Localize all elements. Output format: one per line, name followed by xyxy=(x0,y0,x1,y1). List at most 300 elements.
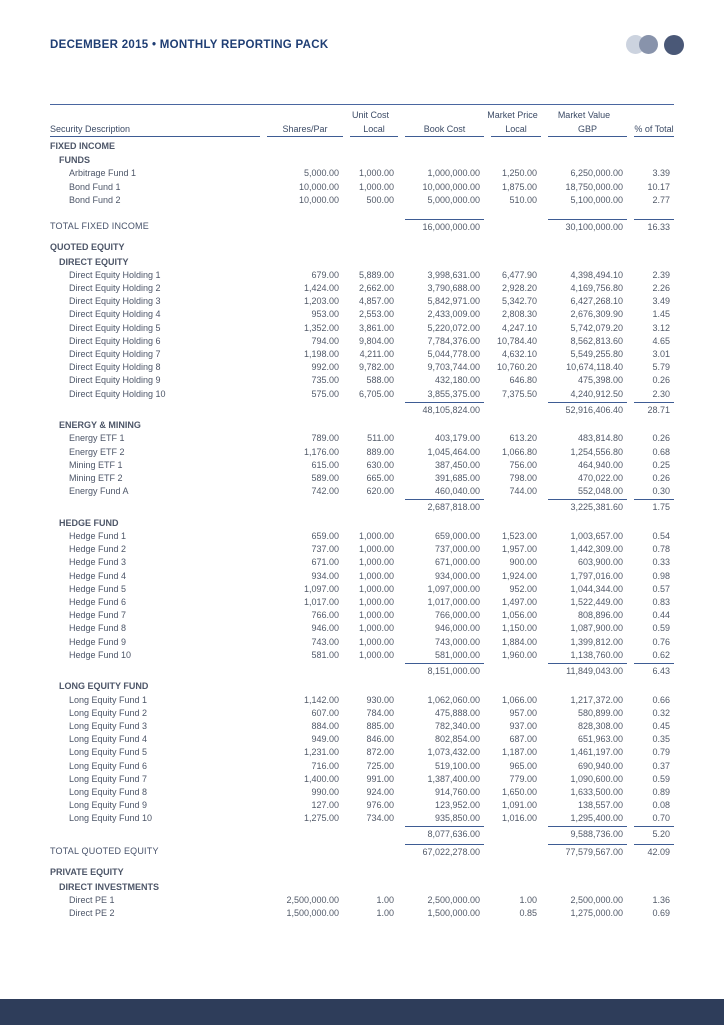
cell-book-cost: 743,000.00 xyxy=(434,636,480,647)
cell-market-price: 2,928.20 xyxy=(501,283,537,293)
cell-pct-of-total: 0.69 xyxy=(652,908,670,918)
col-header-gbp: GBP xyxy=(548,122,627,137)
cell-unit-cost: 588.00 xyxy=(366,375,394,386)
section-title: FIXED INCOME xyxy=(50,141,116,151)
table-row xyxy=(50,432,674,445)
cell-pct-of-total: 0.79 xyxy=(652,747,670,758)
cell-book-cost: 3,998,631.00 xyxy=(427,269,480,280)
cell-pct-of-total: 3.12 xyxy=(652,322,670,333)
total-label xyxy=(50,499,260,516)
cell-market-value: 475,398.00 xyxy=(577,375,623,386)
cell-unit-cost: 1,000.00 xyxy=(358,649,394,660)
cell-market-value: 4,240,912.50 xyxy=(570,388,623,399)
cell-pct-of-total: 0.59 xyxy=(652,773,670,784)
cell-pct-of-total: 0.26 xyxy=(652,472,670,483)
cell-shares-par: 1,198.00 xyxy=(303,348,339,359)
cell-market-price: 0.85 xyxy=(519,908,537,918)
group-subtotal-pct-of-total: 5.20 xyxy=(634,826,674,843)
cell-shares-par: 10,000.00 xyxy=(298,194,339,205)
cell-market-value: 1,003,657.00 xyxy=(570,531,623,541)
table-row xyxy=(50,570,674,583)
section-header xyxy=(50,140,674,153)
security-description: Hedge Fund 7 xyxy=(69,610,127,621)
cell-pct-of-total: 4.65 xyxy=(652,335,670,346)
cell-unit-cost: 976.00 xyxy=(366,800,394,811)
col-header-market-price-local: Local xyxy=(491,122,541,137)
cell-market-price: 1,875.00 xyxy=(501,181,537,192)
cell-market-price: 744.00 xyxy=(509,486,537,497)
cell-market-price: 965.00 xyxy=(509,760,537,771)
cell-pct-of-total: 0.66 xyxy=(652,694,670,705)
cell-market-price: 900.00 xyxy=(509,557,537,568)
cell-market-value: 5,742,079.20 xyxy=(570,322,623,333)
cell-shares-par: 679.00 xyxy=(311,269,339,280)
cell-book-cost: 946,000.00 xyxy=(434,623,480,634)
group-title: FUNDS xyxy=(59,155,90,166)
cell-book-cost: 387,450.00 xyxy=(434,459,480,470)
section-total-market-value: 77,579,567.00 xyxy=(548,844,627,861)
cell-pct-of-total: 0.35 xyxy=(652,734,670,745)
cell-unit-cost: 1,000.00 xyxy=(358,531,394,541)
cell-empty xyxy=(260,844,343,861)
cell-market-price: 4,247.10 xyxy=(501,322,537,333)
cell-market-value: 1,217,372.00 xyxy=(570,694,623,705)
cell-market-value: 4,398,494.10 xyxy=(570,269,623,280)
cell-market-value: 1,090,600.00 xyxy=(570,773,623,784)
security-description: Long Equity Fund 6 xyxy=(69,760,148,771)
cell-pct-of-total: 0.76 xyxy=(652,636,670,647)
group-subtotal xyxy=(50,402,674,418)
cell-book-cost: 1,500,000.00 xyxy=(427,908,480,918)
cell-pct-of-total: 0.68 xyxy=(652,446,670,457)
table-row xyxy=(50,335,674,348)
total-label xyxy=(50,663,260,680)
group-subtotal-pct-of-total: 6.43 xyxy=(634,663,674,680)
group-header xyxy=(50,517,674,530)
cell-market-price: 10,760.20 xyxy=(496,362,537,373)
security-description: Hedge Fund 3 xyxy=(69,557,127,568)
cell-market-value: 1,797,016.00 xyxy=(570,570,623,581)
group-header xyxy=(50,680,674,693)
cell-market-value: 1,138,760.00 xyxy=(570,649,623,660)
cell-market-price: 1.00 xyxy=(519,894,537,905)
table-row xyxy=(50,622,674,635)
cell-market-value: 5,549,255.80 xyxy=(570,348,623,359)
table-row xyxy=(50,374,674,387)
cell-pct-of-total: 2.26 xyxy=(652,283,670,293)
cell-shares-par: 1,142.00 xyxy=(303,694,339,705)
security-description: Direct Equity Holding 3 xyxy=(69,296,161,307)
cell-market-price: 1,523.00 xyxy=(501,531,537,541)
security-description: Direct Equity Holding 5 xyxy=(69,322,161,333)
cell-shares-par: 581.00 xyxy=(311,649,339,660)
cell-market-value: 1,522,449.00 xyxy=(570,596,623,607)
cell-market-price: 1,250.00 xyxy=(501,168,537,179)
cell-market-price: 1,091.00 xyxy=(501,800,537,811)
cell-book-cost: 123,952.00 xyxy=(434,800,480,811)
group-header xyxy=(50,256,674,269)
cell-shares-par: 1,097.00 xyxy=(303,583,339,594)
cell-book-cost: 391,685.00 xyxy=(434,472,480,483)
security-description: Long Equity Fund 9 xyxy=(69,800,148,811)
cell-market-price: 957.00 xyxy=(509,707,537,718)
cell-shares-par: 10,000.00 xyxy=(298,181,339,192)
cell-shares-par: 1,017.00 xyxy=(303,596,339,607)
cell-shares-par: 949.00 xyxy=(311,734,339,745)
security-description: Energy ETF 2 xyxy=(69,446,125,457)
security-description: Direct Equity Holding 7 xyxy=(69,348,161,359)
cell-market-value: 1,442,309.00 xyxy=(570,544,623,555)
table-row xyxy=(50,459,674,472)
cell-unit-cost: 1,000.00 xyxy=(358,636,394,647)
table-row xyxy=(50,583,674,596)
cell-empty xyxy=(343,219,398,236)
cell-shares-par: 1,231.00 xyxy=(303,747,339,758)
total-label xyxy=(50,402,260,419)
table-row xyxy=(50,167,674,180)
cell-pct-of-total: 0.83 xyxy=(652,596,670,607)
cell-empty xyxy=(260,499,343,516)
cell-book-cost: 581,000.00 xyxy=(434,649,480,660)
cell-market-price: 646.80 xyxy=(509,375,537,386)
cell-empty xyxy=(343,402,398,419)
cell-book-cost: 403,179.00 xyxy=(434,433,480,444)
table-row xyxy=(50,894,674,907)
cell-book-cost: 1,017,000.00 xyxy=(427,596,480,607)
cell-market-value: 552,048.00 xyxy=(577,486,623,497)
cell-market-value: 690,940.00 xyxy=(577,760,623,771)
cell-book-cost: 2,500,000.00 xyxy=(427,894,480,905)
cell-shares-par: 934.00 xyxy=(311,570,339,581)
cell-pct-of-total: 0.89 xyxy=(652,786,670,797)
cell-pct-of-total: 0.45 xyxy=(652,720,670,731)
cell-book-cost: 5,842,971.00 xyxy=(427,296,480,307)
page-title: DECEMBER 2015 • MONTHLY REPORTING PACK xyxy=(50,39,329,51)
cell-market-value: 8,562,813.60 xyxy=(570,335,623,346)
security-description: Direct Equity Holding 2 xyxy=(69,283,161,293)
cell-pct-of-total: 3.01 xyxy=(652,348,670,359)
cell-market-price: 510.00 xyxy=(509,194,537,205)
cell-shares-par: 659.00 xyxy=(311,531,339,541)
security-description: Direct Equity Holding 4 xyxy=(69,309,161,320)
security-description: Direct PE 1 xyxy=(69,894,115,905)
cell-shares-par: 735.00 xyxy=(311,375,339,386)
cell-market-price: 687.00 xyxy=(509,734,537,745)
cell-market-value: 1,044,344.00 xyxy=(570,583,623,594)
group-subtotal xyxy=(50,499,674,515)
cell-unit-cost: 872.00 xyxy=(366,747,394,758)
col-header-book-cost: Book Cost xyxy=(405,122,484,137)
cell-unit-cost: 4,211.00 xyxy=(359,348,394,359)
col-header-market-value: Market Value xyxy=(557,110,611,120)
cell-market-price: 2,808.30 xyxy=(501,309,537,320)
cell-market-value: 1,295,400.00 xyxy=(570,813,623,824)
cell-shares-par: 607.00 xyxy=(311,707,339,718)
cell-market-value: 580,899.00 xyxy=(577,707,623,718)
table-row xyxy=(50,649,674,662)
cell-unit-cost: 6,705.00 xyxy=(358,388,394,399)
logo-dot-dark-icon xyxy=(664,35,684,55)
security-description: Hedge Fund 10 xyxy=(69,649,132,660)
cell-unit-cost: 1,000.00 xyxy=(358,168,394,179)
cell-market-price: 1,056.00 xyxy=(501,610,537,621)
cell-unit-cost: 9,782.00 xyxy=(358,362,394,373)
cell-shares-par: 990.00 xyxy=(311,786,339,797)
cell-unit-cost: 3,861.00 xyxy=(358,322,394,333)
cell-pct-of-total: 0.98 xyxy=(652,570,670,581)
cell-shares-par: 884.00 xyxy=(311,720,339,731)
cell-market-price: 1,960.00 xyxy=(501,649,537,660)
security-description: Direct PE 2 xyxy=(69,908,115,918)
table-row xyxy=(50,446,674,459)
cell-unit-cost: 1,000.00 xyxy=(358,623,394,634)
cell-shares-par: 743.00 xyxy=(311,636,339,647)
cell-unit-cost: 620.00 xyxy=(366,486,394,497)
cell-unit-cost: 2,553.00 xyxy=(358,309,394,320)
cell-market-value: 1,275,000.00 xyxy=(570,908,623,918)
holdings-table xyxy=(50,104,674,920)
group-subtotal-book-cost: 8,151,000.00 xyxy=(405,663,484,680)
cell-market-price: 5,342.70 xyxy=(501,296,537,307)
table-row xyxy=(50,707,674,720)
group-title: ENERGY & MINING xyxy=(59,420,141,431)
cell-book-cost: 5,220,072.00 xyxy=(427,322,480,333)
cell-book-cost: 1,097,000.00 xyxy=(427,583,480,594)
security-description: Hedge Fund 2 xyxy=(69,544,127,555)
section-title: PRIVATE EQUITY xyxy=(50,867,124,878)
cell-pct-of-total: 0.70 xyxy=(652,813,670,824)
col-header-security-description: Security Description xyxy=(50,122,260,137)
cell-market-price: 779.00 xyxy=(509,773,537,784)
cell-unit-cost: 991.00 xyxy=(366,773,394,784)
cell-market-value: 1,633,500.00 xyxy=(570,786,623,797)
cell-book-cost: 2,433,009.00 xyxy=(427,309,480,320)
cell-market-price: 613.20 xyxy=(509,433,537,444)
cell-pct-of-total: 0.37 xyxy=(652,760,670,771)
table-row xyxy=(50,348,674,361)
cell-unit-cost: 1,000.00 xyxy=(358,570,394,581)
cell-market-value: 1,087,900.00 xyxy=(570,623,623,634)
security-description: Long Equity Fund 4 xyxy=(69,734,148,745)
cell-pct-of-total: 0.33 xyxy=(652,557,670,568)
cell-pct-of-total: 0.08 xyxy=(652,800,670,811)
cell-market-value: 603,900.00 xyxy=(577,557,623,568)
cell-market-value: 470,022.00 xyxy=(577,472,623,483)
section-total xyxy=(50,219,674,235)
table-row xyxy=(50,485,674,498)
group-header xyxy=(50,154,674,167)
cell-market-price: 952.00 xyxy=(509,583,537,594)
table-row xyxy=(50,760,674,773)
cell-empty xyxy=(343,499,398,516)
group-subtotal-market-value: 3,225,381.60 xyxy=(548,499,627,516)
cell-unit-cost: 734.00 xyxy=(366,813,394,824)
cell-shares-par: 615.00 xyxy=(311,459,339,470)
cell-book-cost: 934,000.00 xyxy=(434,570,480,581)
group-subtotal-pct-of-total: 28.71 xyxy=(634,402,674,419)
cell-market-price: 1,016.00 xyxy=(501,813,537,824)
table-row xyxy=(50,799,674,812)
cell-book-cost: 3,790,688.00 xyxy=(427,283,480,293)
table-row xyxy=(50,556,674,569)
section-total xyxy=(50,844,674,860)
table-row xyxy=(50,636,674,649)
cell-pct-of-total: 0.62 xyxy=(652,649,670,660)
cell-market-price: 1,884.00 xyxy=(501,636,537,647)
cell-unit-cost: 5,889.00 xyxy=(358,269,394,280)
total-label: TOTAL QUOTED EQUITY xyxy=(50,845,159,856)
col-header-unit-cost: Unit Cost xyxy=(351,110,389,120)
cell-market-value: 808,896.00 xyxy=(577,610,623,621)
cell-empty xyxy=(484,826,541,843)
cell-shares-par: 1,203.00 xyxy=(303,296,339,307)
cell-empty xyxy=(260,402,343,419)
cell-market-value: 6,427,268.10 xyxy=(570,296,623,307)
cell-market-price: 1,957.00 xyxy=(501,544,537,555)
security-description: Direct Equity Holding 10 xyxy=(69,388,166,399)
cell-market-price: 1,650.00 xyxy=(501,786,537,797)
table-row xyxy=(50,308,674,321)
cell-pct-of-total: 3.39 xyxy=(652,168,670,179)
cell-unit-cost: 846.00 xyxy=(366,734,394,745)
cell-unit-cost: 630.00 xyxy=(366,459,394,470)
table-row xyxy=(50,907,674,920)
table-row xyxy=(50,194,674,207)
security-description: Energy Fund A xyxy=(69,486,129,497)
cell-book-cost: 3,855,375.00 xyxy=(427,388,480,399)
security-description: Long Equity Fund 2 xyxy=(69,707,148,718)
cell-market-value: 1,254,556.80 xyxy=(570,446,623,457)
cell-market-value: 483,814.80 xyxy=(577,433,623,444)
cell-book-cost: 432,180.00 xyxy=(434,375,480,386)
table-row xyxy=(50,269,674,282)
cell-unit-cost: 885.00 xyxy=(366,720,394,731)
cell-shares-par: 946.00 xyxy=(311,623,339,634)
cell-market-price: 798.00 xyxy=(509,472,537,483)
table-row xyxy=(50,812,674,825)
cell-empty xyxy=(260,826,343,843)
cell-market-price: 1,066.80 xyxy=(501,446,537,457)
spacer-row xyxy=(50,207,674,218)
cell-market-price: 10,784.40 xyxy=(496,335,537,346)
cell-market-value: 2,676,309.90 xyxy=(570,309,623,320)
cell-pct-of-total: 0.78 xyxy=(652,544,670,555)
cell-shares-par: 1,424.00 xyxy=(303,283,339,293)
cell-empty xyxy=(484,499,541,516)
cell-empty xyxy=(484,402,541,419)
cell-pct-of-total: 10.17 xyxy=(647,181,670,192)
table-header-top-row xyxy=(50,105,674,122)
security-description: Long Equity Fund 1 xyxy=(69,694,148,705)
group-subtotal-market-value: 52,916,406.40 xyxy=(548,402,627,419)
table-row xyxy=(50,388,674,401)
cell-pct-of-total: 2.39 xyxy=(652,269,670,280)
section-total-pct-of-total: 16.33 xyxy=(634,219,674,236)
cell-unit-cost: 665.00 xyxy=(366,472,394,483)
security-description: Hedge Fund 4 xyxy=(69,570,127,581)
security-description: Arbitrage Fund 1 xyxy=(69,168,137,179)
cell-shares-par: 671.00 xyxy=(311,557,339,568)
cell-market-value: 18,750,000.00 xyxy=(565,181,623,192)
col-header-market-price: Market Price xyxy=(487,110,538,120)
cell-market-price: 1,150.00 xyxy=(501,623,537,634)
total-label: TOTAL FIXED INCOME xyxy=(50,220,149,231)
cell-market-value: 651,963.00 xyxy=(577,734,623,745)
security-description: Hedge Fund 6 xyxy=(69,596,127,607)
cell-unit-cost: 1.00 xyxy=(376,894,394,905)
cell-empty xyxy=(260,219,343,236)
cell-pct-of-total: 0.26 xyxy=(652,375,670,386)
cell-unit-cost: 924.00 xyxy=(366,786,394,797)
cell-market-value: 5,100,000.00 xyxy=(570,194,623,205)
security-description: Mining ETF 2 xyxy=(69,472,123,483)
cell-book-cost: 519,100.00 xyxy=(434,760,480,771)
group-subtotal-book-cost: 8,077,636.00 xyxy=(405,826,484,843)
cell-market-value: 1,399,812.00 xyxy=(570,636,623,647)
cell-shares-par: 1,500,000.00 xyxy=(286,908,339,918)
cell-book-cost: 914,760.00 xyxy=(434,786,480,797)
cell-book-cost: 9,703,744.00 xyxy=(427,362,480,373)
total-label xyxy=(50,826,260,843)
cell-shares-par: 716.00 xyxy=(311,760,339,771)
cell-shares-par: 737.00 xyxy=(311,544,339,555)
cell-unit-cost: 1,000.00 xyxy=(358,544,394,555)
table-row xyxy=(50,609,674,622)
cell-book-cost: 935,850.00 xyxy=(434,813,480,824)
cell-unit-cost: 4,857.00 xyxy=(358,296,394,307)
cell-pct-of-total: 5.79 xyxy=(652,362,670,373)
cell-market-value: 10,674,118.40 xyxy=(566,362,623,373)
cell-unit-cost: 930.00 xyxy=(366,694,394,705)
group-header xyxy=(50,419,674,432)
cell-book-cost: 460,040.00 xyxy=(434,486,480,497)
cell-unit-cost: 889.00 xyxy=(366,446,394,457)
cell-unit-cost: 1,000.00 xyxy=(358,557,394,568)
cell-market-value: 464,940.00 xyxy=(577,459,623,470)
cell-market-value: 1,461,197.00 xyxy=(570,747,623,758)
table-row xyxy=(50,786,674,799)
group-subtotal xyxy=(50,663,674,679)
section-header xyxy=(50,866,674,879)
cell-market-value: 138,557.00 xyxy=(577,800,623,811)
cell-pct-of-total: 0.25 xyxy=(652,459,670,470)
cell-market-price: 1,066.00 xyxy=(501,694,537,705)
cell-unit-cost: 1.00 xyxy=(376,908,394,918)
security-description: Bond Fund 1 xyxy=(69,181,121,192)
table-row xyxy=(50,720,674,733)
group-subtotal-pct-of-total: 1.75 xyxy=(634,499,674,516)
security-description: Hedge Fund 1 xyxy=(69,531,127,541)
section-header xyxy=(50,241,674,254)
group-subtotal-book-cost: 2,687,818.00 xyxy=(405,499,484,516)
section-title: QUOTED EQUITY xyxy=(50,242,125,253)
cell-unit-cost: 1,000.00 xyxy=(358,181,394,192)
footer-bar xyxy=(0,999,724,1025)
section-total-pct-of-total: 42.09 xyxy=(634,844,674,861)
cell-market-value: 4,169,756.80 xyxy=(570,283,623,293)
logo xyxy=(626,35,688,55)
cell-pct-of-total: 3.49 xyxy=(652,296,670,307)
cell-empty xyxy=(343,844,398,861)
cell-shares-par: 789.00 xyxy=(311,433,339,444)
section-total-market-value: 30,100,000.00 xyxy=(548,219,627,236)
cell-book-cost: 5,000,000.00 xyxy=(427,194,480,205)
cell-shares-par: 766.00 xyxy=(311,610,339,621)
logo-dot-medium-icon xyxy=(639,35,658,54)
cell-unit-cost: 500.00 xyxy=(366,194,394,205)
cell-unit-cost: 2,662.00 xyxy=(358,283,394,293)
col-header-shares-par: Shares/Par xyxy=(267,122,343,137)
